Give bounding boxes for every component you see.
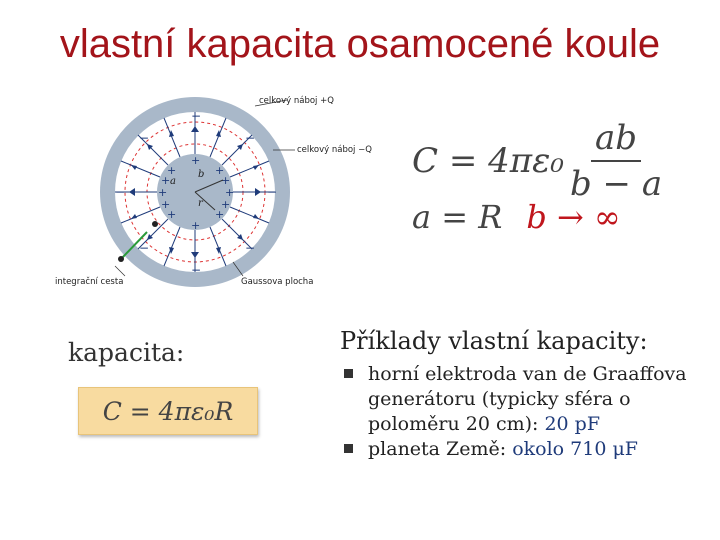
svg-text:+: +: [158, 186, 168, 199]
svg-text:−: −: [139, 131, 150, 145]
svg-text:+: +: [161, 198, 171, 211]
svg-text:+: +: [167, 208, 177, 221]
svg-text:+: +: [191, 154, 201, 167]
list-item: horní elektroda van de Graaffova generátoru (typicky sféra o poloměru 20 cm): 20 pF: [344, 362, 714, 437]
capacity-label: kapacita:: [68, 338, 185, 367]
slide-title: vlastní kapacita osamocené koule: [59, 22, 661, 66]
bullet-icon: [344, 444, 353, 453]
label-inner-charge: celkový náboj −Q: [297, 145, 372, 155]
eq2-left: a = R: [412, 198, 503, 236]
eq1-lhs: C = 4πε₀: [412, 141, 564, 181]
svg-text:−: −: [245, 241, 256, 255]
label-integration-path: integrační cesta: [55, 277, 124, 287]
svg-text:+: +: [191, 219, 201, 232]
list-item: planeta Země: okolo 710 μF: [344, 437, 714, 462]
svg-text:−: −: [191, 109, 202, 123]
svg-text:+: +: [225, 186, 235, 199]
spherical-capacitor-diagram: [55, 84, 372, 304]
eq1-numerator: ab: [591, 118, 641, 162]
label-gauss-surface: Gaussova plocha: [241, 277, 314, 287]
bullet-icon: [344, 369, 353, 378]
svg-text:+: +: [215, 208, 225, 221]
svg-text:+: +: [161, 174, 171, 187]
limit-equation: [412, 198, 621, 236]
example-value: 20 pF: [544, 413, 601, 435]
example-value: okolo 710 μF: [512, 438, 638, 460]
svg-text:+: +: [215, 164, 225, 177]
capacity-formula: C = 4πε₀R: [78, 387, 258, 435]
label-r: r: [198, 198, 203, 209]
svg-text:+: +: [167, 164, 177, 177]
svg-text:−: −: [115, 185, 126, 199]
svg-text:+: +: [221, 198, 231, 211]
svg-text:−: −: [267, 185, 278, 199]
examples-title: Příklady vlastní kapacity:: [340, 327, 648, 355]
eq1-fraction: [570, 118, 662, 204]
capacitance-equation: [412, 118, 662, 204]
eq1-denominator: b − a: [569, 164, 663, 204]
label-a: a: [170, 176, 176, 187]
svg-text:−: −: [139, 241, 150, 255]
label-b: b: [198, 169, 205, 180]
svg-text:+: +: [221, 174, 231, 187]
label-outer-charge: celkový náboj +Q: [259, 96, 334, 106]
svg-text:−: −: [245, 131, 256, 145]
examples-list: [344, 362, 714, 462]
svg-text:−: −: [191, 263, 202, 277]
eq2-right: b → ∞: [526, 198, 621, 236]
